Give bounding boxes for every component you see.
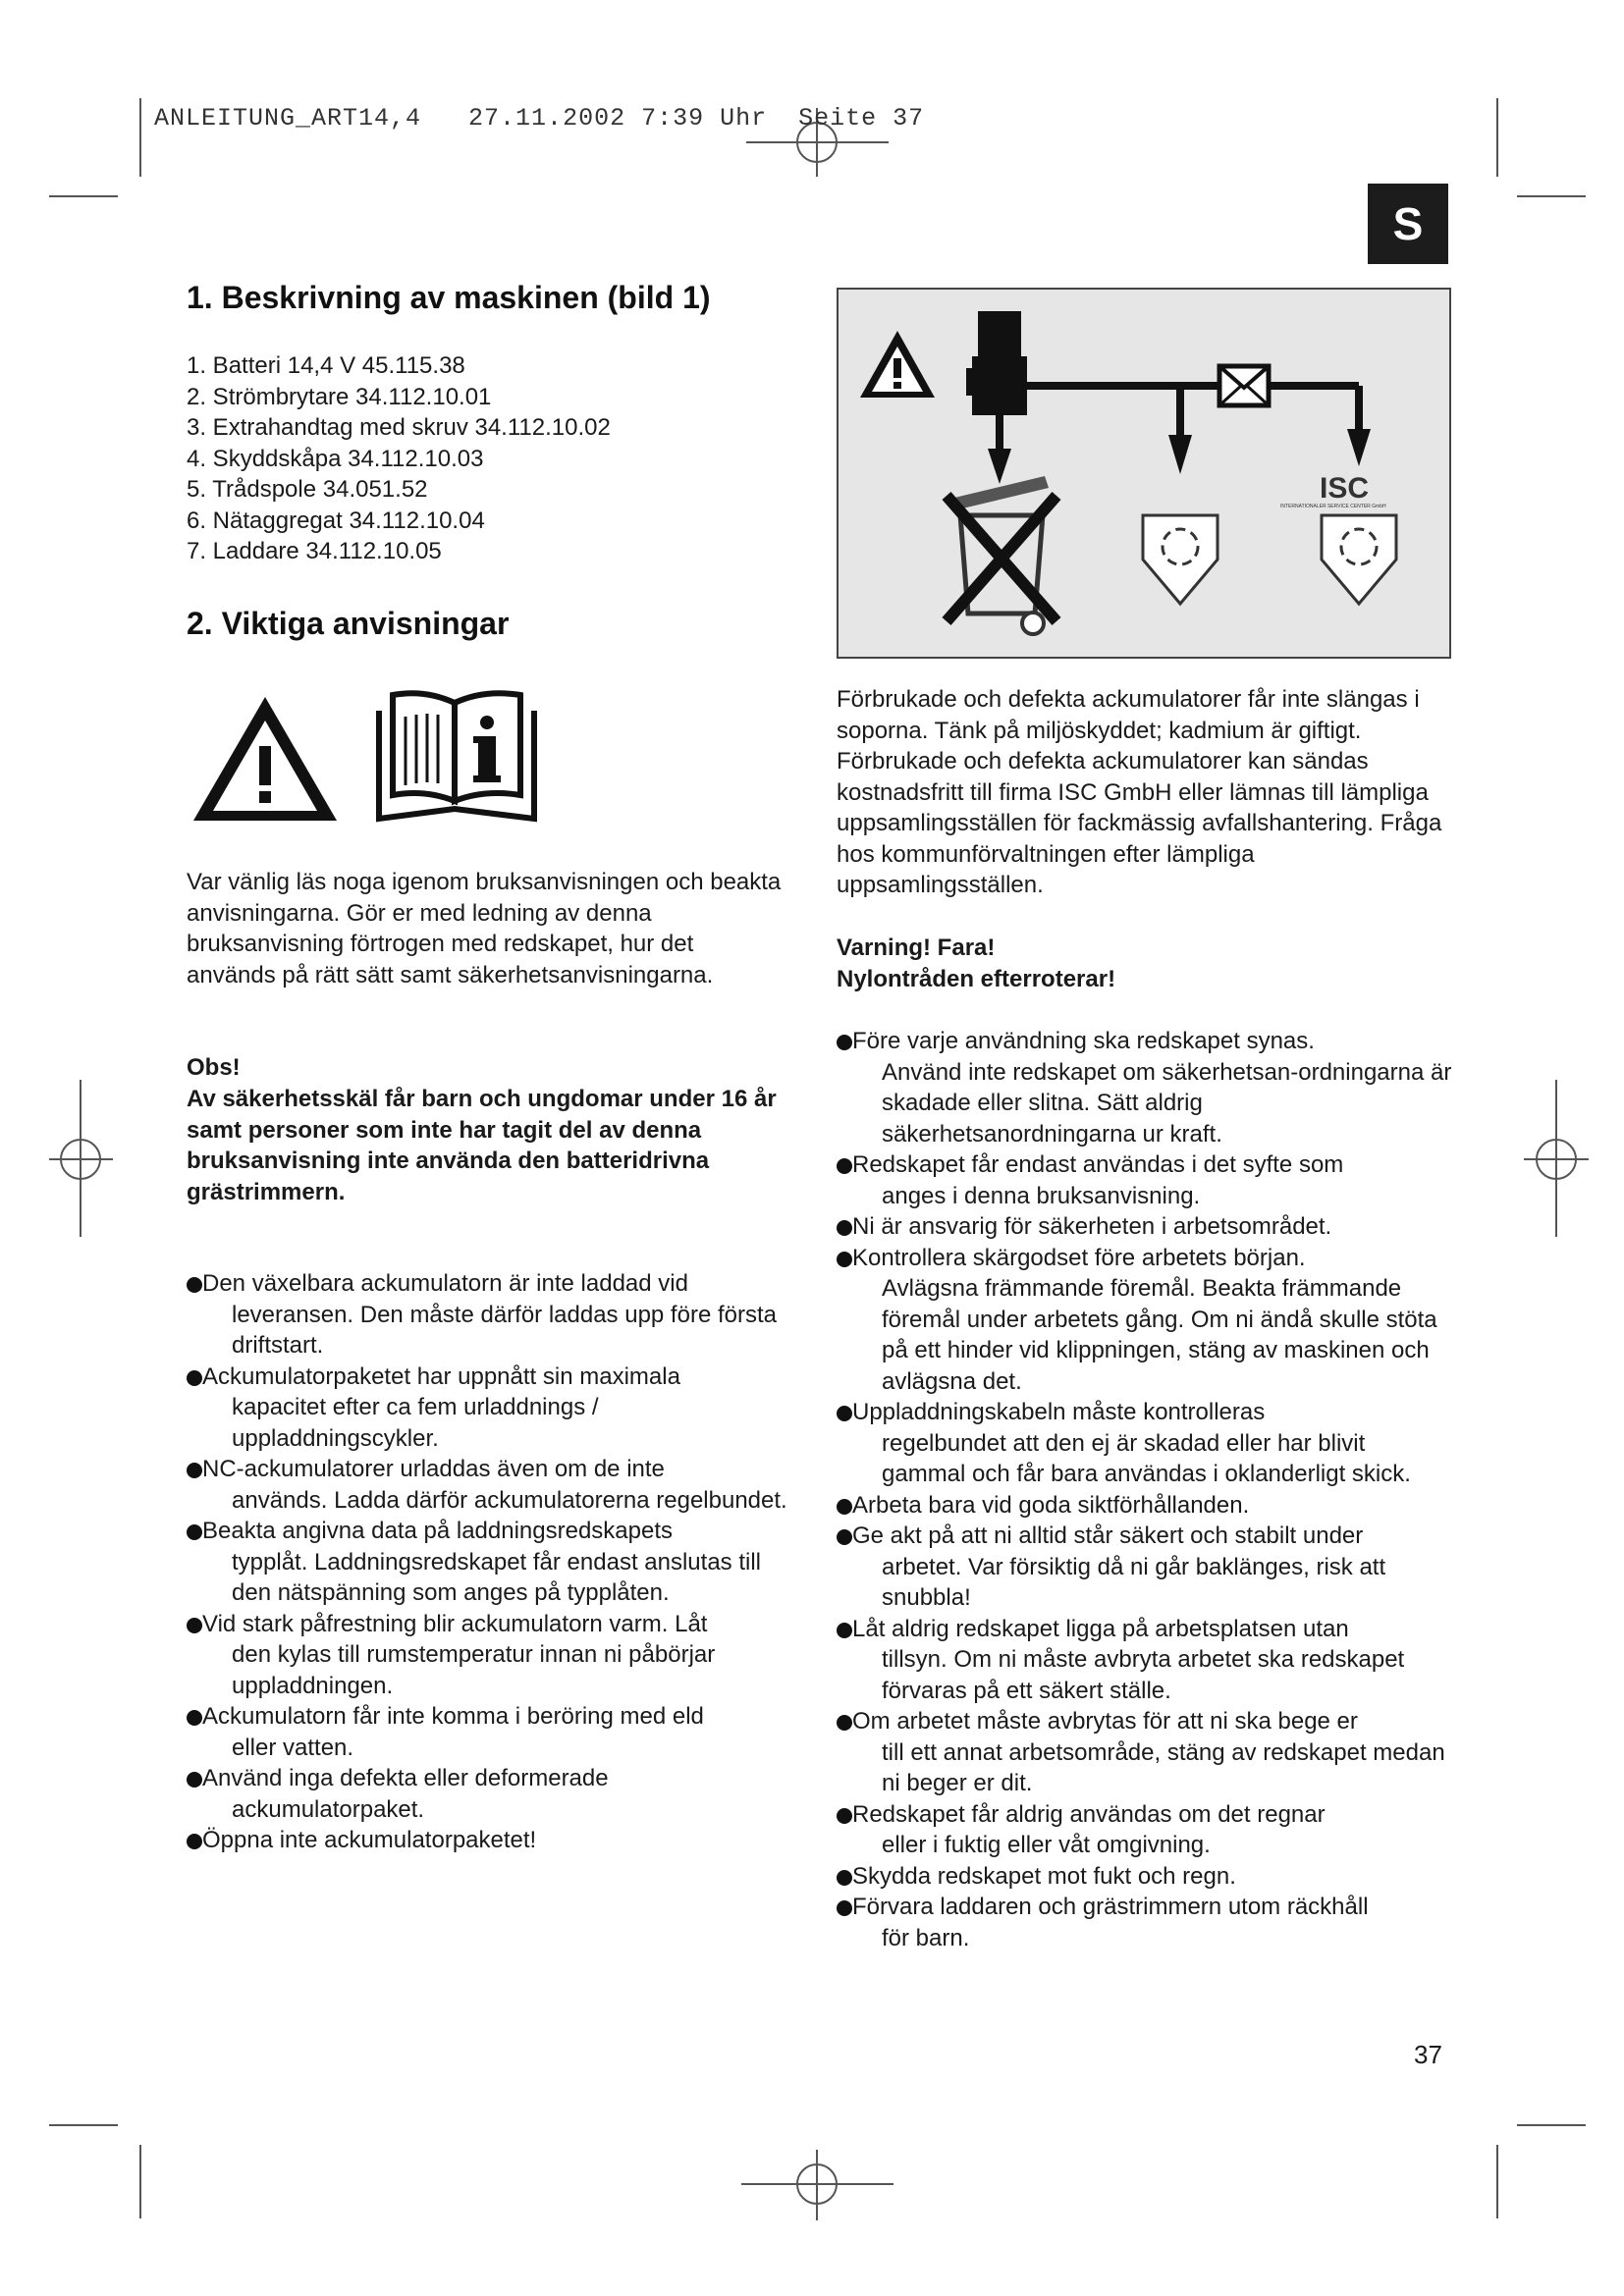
list-item: Kontrollera skärgodset före arbetets början. Avlägsna främmande föremål. Beakta främmande föremål under arbetets gång. Om ni ändå skulle stöta på ett hinder vid klippningen, stäng av maskinen och avlägsna det. bbox=[837, 1243, 1455, 1398]
obs-label: Obs! bbox=[187, 1054, 241, 1081]
list-item: Beakta angivna data på laddningsredskapets typplåt. Laddningsredskapet får endast anslutas till den nätspänning som anges på typplåten. bbox=[187, 1516, 795, 1609]
bullet-dot bbox=[187, 1524, 202, 1540]
list-item: Arbeta bara vid goda siktförhållanden. bbox=[837, 1490, 1455, 1522]
list-item: Låt aldrig redskapet ligga på arbetsplatsen utan tillsyn. Om ni måste avbryta arbetet ska redskapet förvaras på ett säkert ställe. bbox=[837, 1614, 1455, 1707]
list-item: Ackumulatorn får inte komma i beröring med eld eller vatten. bbox=[187, 1701, 795, 1763]
bullet-dot bbox=[187, 1277, 202, 1293]
parts-item: 3. Extrahandtag med skruv 34.112.10.02 bbox=[187, 414, 611, 441]
isc-logo-subtitle: INTERNATIONALER SERVICE CENTER GmbH bbox=[1280, 504, 1386, 509]
parts-item: 7. Laddare 34.112.10.05 bbox=[187, 538, 442, 564]
list-item: Använd inga defekta eller deformerade ackumulatorpaket. bbox=[187, 1763, 795, 1825]
disposal-text: Förbrukade och defekta ackumulatorer får inte slängas i soporna. Tänk på miljöskyddet; kadmium är giftigt. Förbrukade och defekta ackumulatorer kan sändas kostnadsfritt till firma ISC GmbH eller lämnas till lämpliga uppsamlingsställen för fackmässig avfallshantering. Fråga hos kommunförvaltningen efter lämpliga uppsamlingsställen. bbox=[837, 686, 1442, 898]
bullet-dot bbox=[837, 1035, 852, 1050]
obs-text: Av säkerhetsskäl får barn och ungdomar under 16 år samt personer som inte har tagit del av denna bruksanvisning inte använda den batteridrivna grästrimmern. bbox=[187, 1086, 777, 1205]
list-item: Ackumulatorpaketet har uppnått sin maximala kapacitet efter ca fem urladdnings / uppladdningscykler. bbox=[187, 1362, 795, 1455]
bullet-dot bbox=[837, 1252, 852, 1267]
bullet-dot bbox=[837, 1900, 852, 1916]
disposal-flow-graphic bbox=[839, 290, 1449, 657]
list-item: Den växelbara ackumulatorn är inte laddad vid leveransen. Den måste därför laddas upp före första driftstart. bbox=[187, 1268, 795, 1362]
battery-icon bbox=[978, 311, 1021, 360]
list-item: Ge akt på att ni alltid står säkert och stabilt under arbetet. Var försiktig då ni går baklänges, risk att snubbla! bbox=[837, 1521, 1455, 1614]
parts-item: 6. Nätaggregat 34.112.10.04 bbox=[187, 507, 485, 534]
isc-logo: ISC bbox=[1320, 472, 1370, 505]
bullet-dot bbox=[837, 1623, 852, 1638]
parts-list bbox=[187, 350, 611, 567]
list-item: Redskapet får endast användas i det syfte som anges i denna bruksanvisning. bbox=[837, 1149, 1455, 1211]
list-item: Före varje användning ska redskapet synas. Använd inte redskapet om säkerhetsan-ordningarna är skadade eller slitna. Sätt aldrig säkerhetsanordningarna ur kraft. bbox=[837, 1026, 1455, 1149]
parts-item: 1. Batteri 14,4 V 45.115.38 bbox=[187, 352, 465, 379]
bullet-dot bbox=[837, 1499, 852, 1515]
section2-title: 2. Viktiga anvisningar bbox=[187, 606, 510, 641]
recycle-icon bbox=[1143, 515, 1218, 604]
list-item: Förvara laddaren och grästrimmern utom räckhåll för barn. bbox=[837, 1892, 1455, 1953]
list-item: Skydda redskapet mot fukt och regn. bbox=[837, 1861, 1455, 1893]
section1-title: 1. Beskrivning av maskinen (bild 1) bbox=[187, 280, 711, 315]
bullet-dot bbox=[187, 1772, 202, 1788]
list-item: Ni är ansvarig för säkerheten i arbetsområdet. bbox=[837, 1211, 1455, 1243]
bullet-dot bbox=[187, 1834, 202, 1849]
bullet-dot bbox=[837, 1158, 852, 1174]
language-tab: S bbox=[1368, 184, 1448, 264]
left-bullet-list bbox=[187, 1268, 795, 1856]
list-item: Om arbetet måste avbrytas för att ni ska bege er till ett annat arbetsområde, stäng av redskapet medan ni beger er dit. bbox=[837, 1706, 1455, 1799]
parts-item: 5. Trådspole 34.051.52 bbox=[187, 476, 428, 503]
warning-icon bbox=[189, 689, 342, 827]
header-slug: ANLEITUNG_ART14,4 27.11.2002 7:39 Uhr Seite 37 bbox=[154, 104, 925, 133]
page-number: 37 bbox=[1414, 2040, 1442, 2069]
warning-line1: Varning! Fara! bbox=[837, 934, 996, 961]
bullet-dot bbox=[837, 1220, 852, 1236]
crossed-bin-icon bbox=[947, 476, 1056, 634]
list-item: Redskapet får aldrig användas om det regnar eller i fuktig eller våt omgivning. bbox=[837, 1799, 1455, 1861]
bullet-dot bbox=[837, 1808, 852, 1824]
bullet-dot bbox=[837, 1870, 852, 1886]
intro-paragraph: Var vänlig läs noga igenom bruksanvisningen och beakta anvisningarna. Gör er med ledning av denna bruksanvisning förtrogen med redskapet, hur det används på rätt sätt samt säkerhetsanvisningarna. bbox=[187, 869, 782, 988]
list-item: Öppna inte ackumulatorpaketet! bbox=[187, 1825, 795, 1856]
warning-line2: Nylontråden efterroterar! bbox=[837, 966, 1116, 992]
bullet-dot bbox=[837, 1715, 852, 1731]
list-item: Uppladdningskabeln måste kontrolleras regelbundet att den ej är skadad eller har blivit gammal och får bara användas i oklanderligt skick. bbox=[837, 1397, 1455, 1490]
parts-item: 4. Skyddskåpa 34.112.10.03 bbox=[187, 445, 484, 472]
bullet-dot bbox=[837, 1406, 852, 1421]
bullet-dot bbox=[187, 1710, 202, 1726]
parts-item: 2. Strömbrytare 34.112.10.01 bbox=[187, 383, 492, 410]
bullet-dot bbox=[187, 1463, 202, 1478]
recycle-icon bbox=[1322, 515, 1396, 604]
right-bullet-list bbox=[837, 1026, 1455, 1953]
list-item: NC-ackumulatorer urladdas även om de inte används. Ladda därför ackumulatorerna regelbundet. bbox=[187, 1454, 795, 1516]
bullet-dot bbox=[837, 1529, 852, 1545]
list-item: Vid stark påfrestning blir ackumulatorn varm. Låt den kylas till rumstemperatur innan ni påbörjar uppladdningen. bbox=[187, 1609, 795, 1702]
disposal-diagram bbox=[837, 288, 1451, 659]
bullet-dot bbox=[187, 1618, 202, 1633]
manual-info-icon bbox=[371, 687, 543, 829]
bullet-dot bbox=[187, 1370, 202, 1386]
